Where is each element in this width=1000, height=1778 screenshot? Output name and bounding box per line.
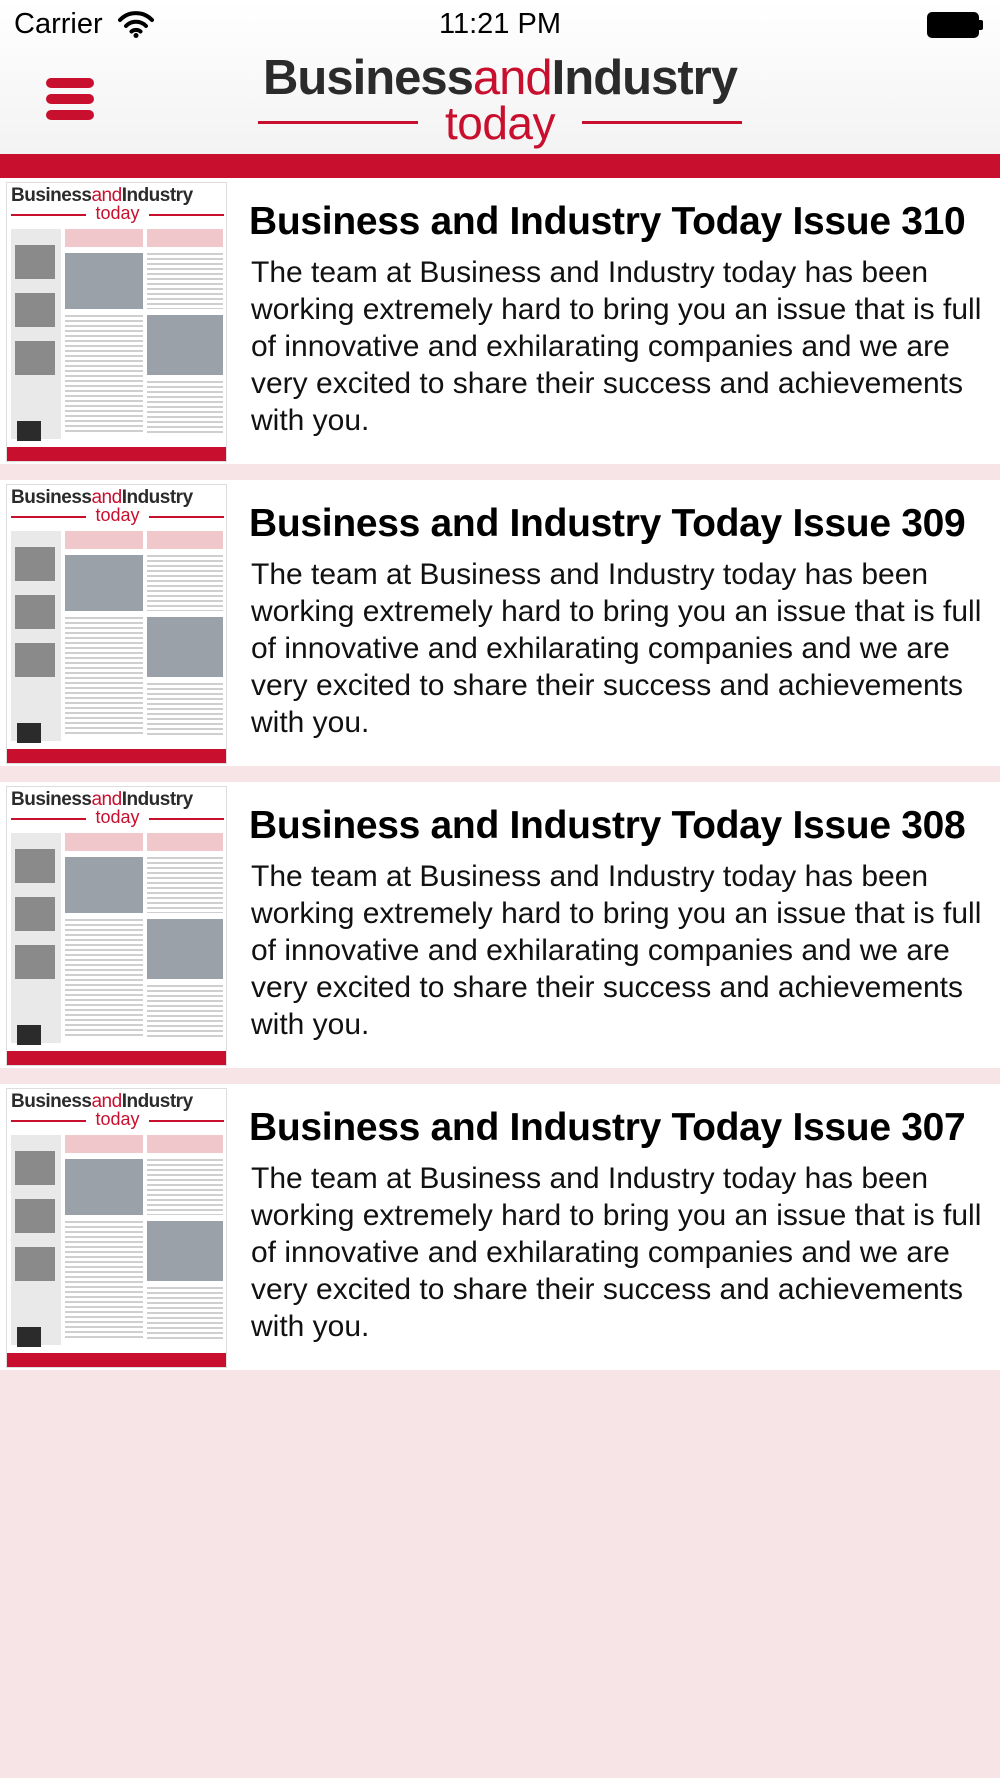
status-time: 11:21 PM — [439, 8, 561, 40]
issue-row[interactable] — [0, 480, 1000, 766]
issue-row[interactable] — [0, 1084, 1000, 1370]
battery-icon — [927, 12, 983, 38]
logo-word-today: today — [444, 97, 556, 149]
issue-title[interactable]: Business and Industry Today Issue 310 — [249, 200, 966, 243]
issue-title[interactable]: Business and Industry Today Issue 308 — [249, 804, 966, 847]
issue-row[interactable] — [0, 782, 1000, 1068]
logo-word-business: Business — [263, 51, 473, 105]
issue-title[interactable]: Business and Industry Today Issue 307 — [249, 1106, 966, 1149]
issue-cover-thumbnail[interactable]: BusinessandIndustry today — [6, 1088, 227, 1368]
issue-description: The team at Business and Industry today has been working extremely hard to bring you an issue that is full of innovative and exhilarating companies and we are very excited to share their success and achievements with you. — [251, 558, 982, 739]
issue-description: The team at Business and Industry today has been working extremely hard to bring you an issue that is full of innovative and exhilarating companies and we are very excited to share their success and achievements with you. — [251, 860, 982, 1041]
header-accent-strip — [0, 154, 1000, 178]
issue-cover-thumbnail[interactable]: BusinessandIndustry today — [6, 484, 227, 764]
carrier-label: Carrier — [14, 8, 103, 40]
issue-row[interactable] — [0, 178, 1000, 464]
app-logo — [258, 50, 742, 150]
hamburger-menu-icon[interactable] — [46, 78, 94, 120]
logo-word-and: and — [472, 51, 552, 105]
app-header — [0, 0, 1000, 154]
issue-description: The team at Business and Industry today has been working extremely hard to bring you an issue that is full of innovative and exhilarating companies and we are very excited to share their success and achievements with you. — [251, 256, 982, 437]
issue-title[interactable]: Business and Industry Today Issue 309 — [249, 502, 966, 545]
logo-word-industry: Industry — [551, 51, 737, 105]
issue-cover-thumbnail[interactable]: BusinessandIndustry today — [6, 786, 227, 1066]
issue-description: The team at Business and Industry today has been working extremely hard to bring you an issue that is full of innovative and exhilarating companies and we are very excited to share their success and achievements with you. — [251, 1162, 982, 1343]
logo-rule-right — [582, 121, 742, 124]
status-bar — [0, 0, 1000, 50]
issue-cover-thumbnail[interactable]: BusinessandIndustry today — [6, 182, 227, 462]
